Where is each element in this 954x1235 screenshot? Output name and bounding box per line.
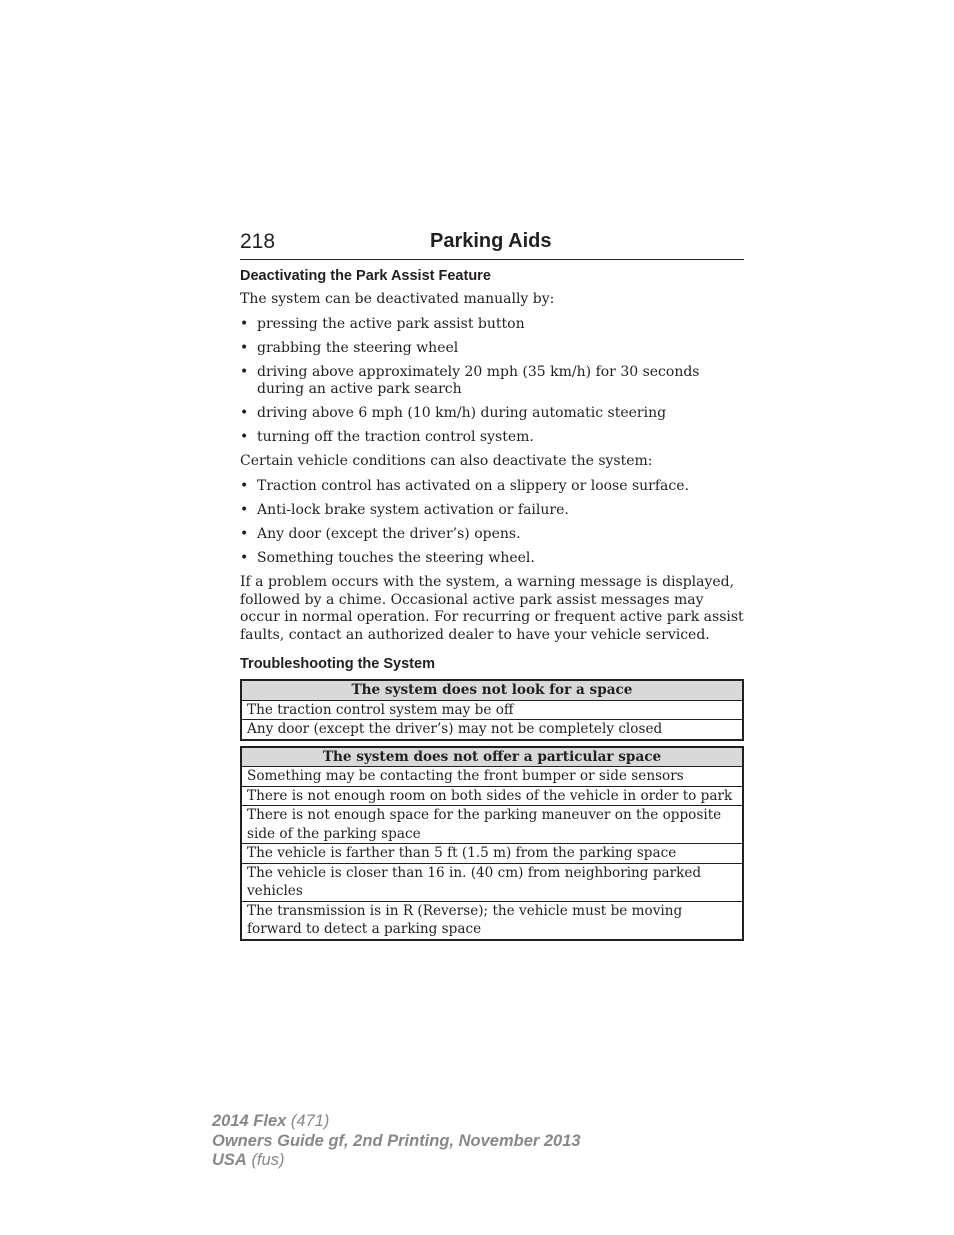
troubleshooting-table-no-search — [240, 679, 744, 741]
list-item: • Anti-lock brake system activation or failure. — [240, 502, 569, 518]
manual-deactivation-list — [240, 316, 744, 447]
page-number: 218 — [240, 230, 276, 253]
list-item: • driving above 6 mph (10 km/h) during automatic steering — [240, 405, 667, 421]
list-item: • grabbing the steering wheel — [240, 339, 459, 356]
troubleshooting-heading: Troubleshooting the System — [240, 656, 435, 672]
footer-line-model: 2014 Flex (471) — [212, 1112, 330, 1130]
page-header — [240, 229, 744, 260]
list-item: • Traction control has activated on a slippery or loose surface. — [240, 478, 689, 494]
table-row: Something may be contacting the front bumper or side sensors — [241, 767, 743, 787]
table-row: The transmission is in R (Reverse); the vehicle must be moving forward to detect a parking space — [241, 901, 743, 940]
manual-intro: The system can be deactivated manually by: — [240, 291, 555, 307]
list-item: • turning off the traction control system. — [240, 429, 534, 445]
list-item: • Something touches the steering wheel. — [240, 550, 535, 566]
conditions-intro: Certain vehicle conditions can also deactivate the system: — [240, 453, 653, 469]
table-header: The system does not offer a particular space — [241, 747, 743, 767]
table-row: The vehicle is closer than 16 in. (40 cm) from neighboring parked vehicles — [241, 863, 743, 901]
deactivating-heading: Deactivating the Park Assist Feature — [240, 268, 491, 284]
list-item: • Any door (except the driver’s) opens. — [240, 526, 521, 542]
page-content — [240, 266, 744, 941]
table-header: The system does not look for a space — [241, 680, 743, 700]
condition-list — [240, 478, 744, 568]
list-item: • driving above approximately 20 mph (35 km/h) for 30 seconds during an active park search — [240, 363, 700, 397]
table-row: The vehicle is farther than 5 ft (1.5 m) from the parking space — [241, 844, 743, 864]
warning-paragraph: If a problem occurs with the system, a warning message is displayed, followed by a chime. Occasional active park assist messages may occur in normal operation. For recurring or frequent active park assist faults, contact an authorized dealer to have your vehicle serviced. — [240, 574, 744, 643]
table-row: The traction control system may be off — [241, 700, 743, 720]
list-item: • pressing the active park assist button — [240, 315, 525, 332]
table-row: Any door (except the driver’s) may not be completely closed — [241, 720, 743, 740]
table-row: There is not enough space for the parking maneuver on the opposite side of the parking space — [241, 806, 743, 844]
troubleshooting-table-no-space — [240, 746, 744, 941]
footer-line-region: USA (fus) — [212, 1151, 285, 1169]
footer-line-guide: Owners Guide gf, 2nd Printing, November 2013 — [212, 1131, 581, 1150]
chapter-title: Parking Aids — [430, 230, 552, 252]
print-footer — [212, 1112, 581, 1171]
table-row: There is not enough room on both sides of the vehicle in order to park — [241, 786, 743, 806]
